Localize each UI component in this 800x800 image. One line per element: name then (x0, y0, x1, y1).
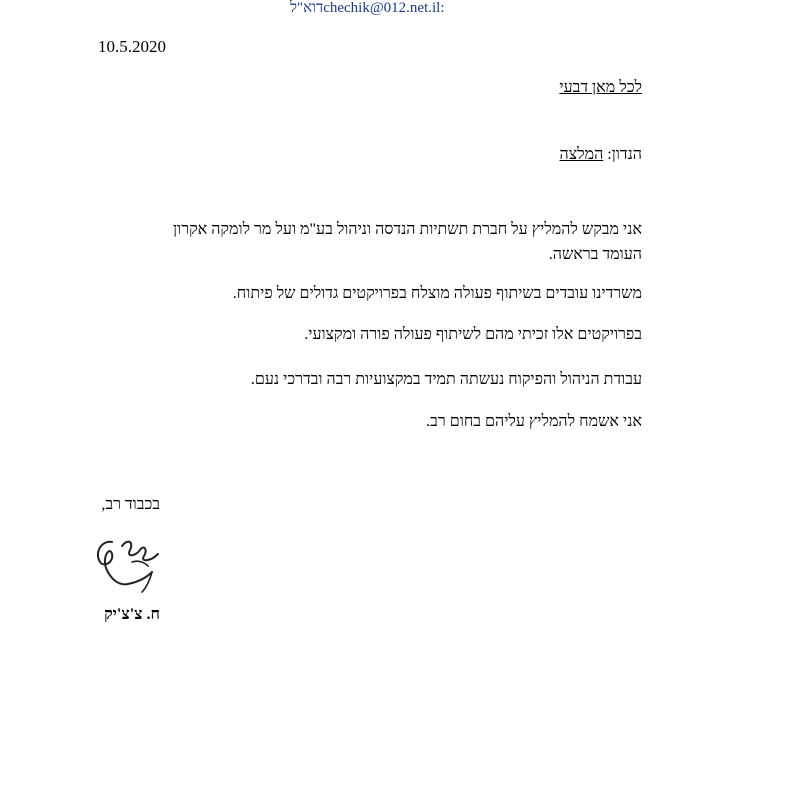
paragraph-cooperation: משרדינו עובדים בשיתוף פעולה מוצלח בפרויקטים גדולים של פיתוח. (232, 285, 642, 302)
signer-name: ח. צ'צ'יק (104, 606, 160, 623)
letter-date: 10.5.2020 (98, 37, 166, 56)
email-label: דוא"ל: (290, 0, 445, 16)
addressee: לכל מאן דבעי (559, 79, 642, 96)
email-address[interactable]: chechik@012.net.il (323, 0, 441, 16)
subject-value: המלצה (559, 146, 604, 163)
paragraph-management: עבודת הניהול והפיקוח נעשתה תמיד במקצועיות רבה ובדרכי נעם. (250, 371, 642, 388)
handwritten-signature (88, 532, 168, 596)
header-contact (290, 0, 530, 17)
paragraph-recommendation: אני מבקש להמליץ על חברת תשתיות הנדסה וניהול בע"מ ועל מר לומקה אקרון העומד בראשה. (173, 221, 642, 263)
subject-line (560, 146, 642, 164)
closing-salutation: בכבוד רב, (101, 496, 160, 513)
paragraph-conclusion: אני אשמח להמליץ עליהם בחום רב. (426, 413, 642, 430)
subject-label: הנדון: (607, 146, 642, 163)
paragraph-projects: בפרויקטים אלו זכיתי מהם לשיתוף פעולה פורה ומקצועי. (304, 326, 642, 343)
